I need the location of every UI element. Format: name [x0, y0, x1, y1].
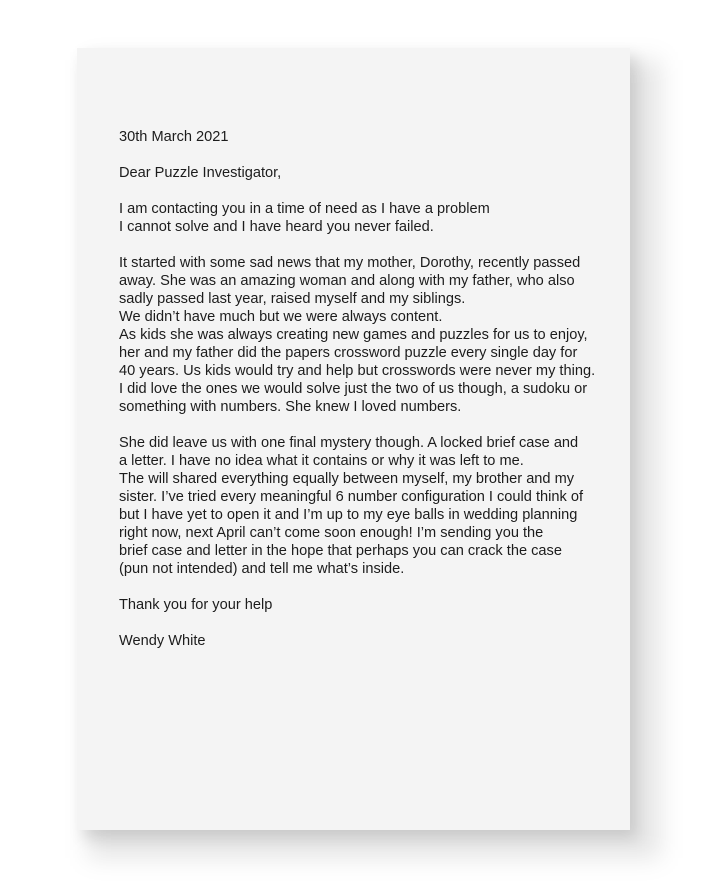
- letter-body: [119, 128, 619, 650]
- paragraph-line: (pun not intended) and tell me what’s inside.: [119, 561, 405, 577]
- paragraph-3: [119, 434, 619, 578]
- paragraph-line: a letter. I have no idea what it contains or why it was left to me.: [119, 453, 524, 469]
- paragraph-line: but I have yet to open it and I’m up to my eye balls in wedding planning: [119, 507, 578, 523]
- letter-closing-block: [119, 596, 619, 614]
- paragraph-line: I did love the ones we would solve just the two of us though, a sudoku or: [119, 381, 588, 397]
- letter-salutation-block: [119, 164, 619, 182]
- paragraph-line: We didn’t have much but we were always content.: [119, 309, 443, 325]
- letter-signature-block: [119, 632, 619, 650]
- paragraph-line: right now, next April can’t come soon enough! I’m sending you the: [119, 525, 544, 541]
- paragraph-2: [119, 254, 619, 416]
- paragraph-line: sister. I’ve tried every meaningful 6 number configuration I could think of: [119, 489, 583, 505]
- letter-date: 30th March 2021: [119, 129, 229, 145]
- paragraph-line: I cannot solve and I have heard you never failed.: [119, 219, 434, 235]
- paragraph-line: her and my father did the papers crossword puzzle every single day for: [119, 345, 578, 361]
- paragraph-1: [119, 200, 619, 236]
- paragraph-line: The will shared everything equally between myself, my brother and my: [119, 471, 575, 487]
- paragraph-line: I am contacting you in a time of need as I have a problem: [119, 201, 490, 217]
- paragraph-line: As kids she was always creating new games and puzzles for us to enjoy,: [119, 327, 588, 343]
- letter-closing: Thank you for your help: [119, 597, 273, 613]
- paragraph-line: something with numbers. She knew I loved numbers.: [119, 399, 462, 415]
- paragraph-line: It started with some sad news that my mother, Dorothy, recently passed: [119, 255, 581, 271]
- paragraph-line: away. She was an amazing woman and along with my father, who also: [119, 273, 575, 289]
- letter-sheet: [77, 48, 630, 830]
- paragraph-line: 40 years. Us kids would try and help but crosswords were never my thing.: [119, 363, 596, 379]
- letter-salutation: Dear Puzzle Investigator,: [119, 165, 282, 181]
- paragraph-line: She did leave us with one final mystery though. A locked brief case and: [119, 435, 579, 451]
- letter-date-block: [119, 128, 619, 146]
- letter-signature: Wendy White: [119, 633, 206, 649]
- paragraph-line: brief case and letter in the hope that perhaps you can crack the case: [119, 543, 562, 559]
- paragraph-line: sadly passed last year, raised myself and my siblings.: [119, 291, 466, 307]
